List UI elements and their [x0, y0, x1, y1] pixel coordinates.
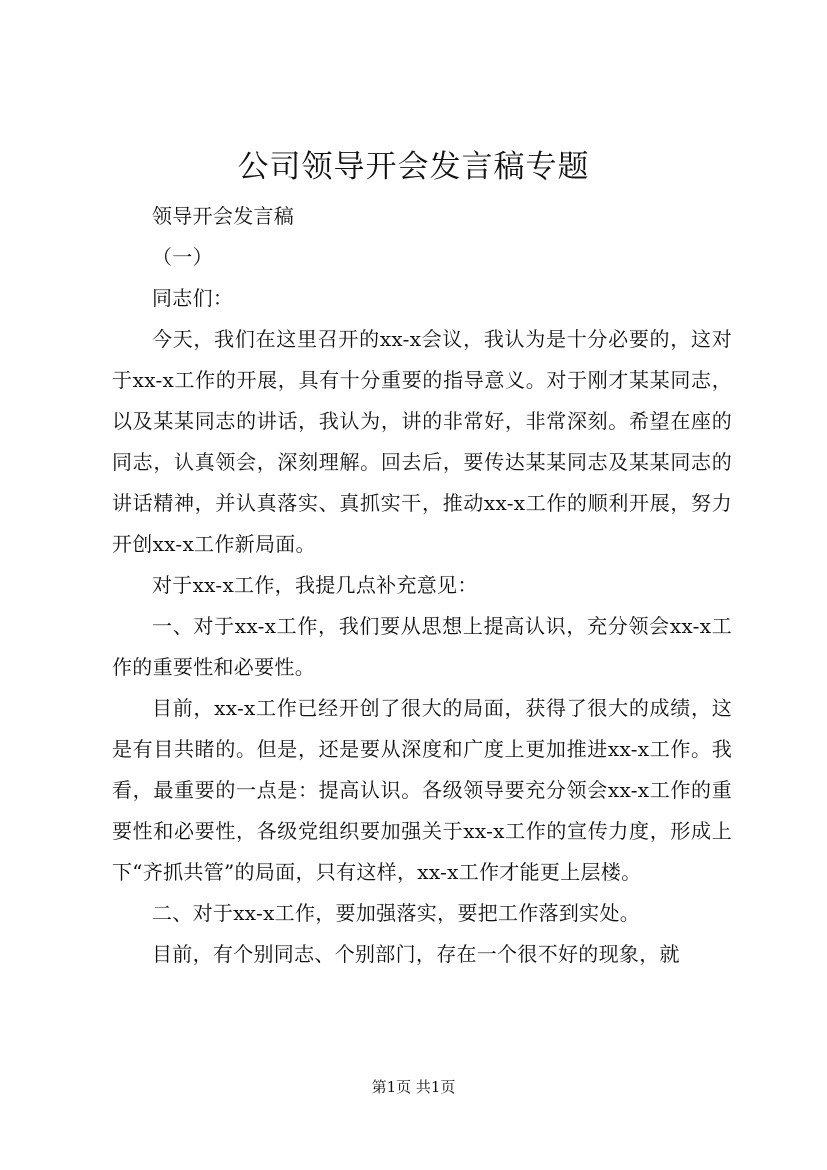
section-number-paragraph: （一） [152, 245, 213, 269]
salutation-paragraph: 同志们： [152, 286, 234, 310]
body-paragraph: 今天，我们在这里召开的xx-x会议，我认为是十分必要的，这对于xx-x工作的开展，具有十分重要的指导意义。对于刚才某某同志，以及某某同志的讲话，我认为，讲的非常好，非常深刻。希望在座的同志，认真领会，深刻理解。回去后，要传达某某同志及某某同志的讲话精神，并认真落实、真抓实干，推动xx-x工作的顺利开展，努力开创xx-x工作新局面。 [112, 327, 732, 556]
document-title: 公司领导开会发言稿专题 [237, 149, 590, 185]
point-heading-paragraph: 二、对于xx-x工作，要加强落实，要把工作落到实处。 [152, 901, 641, 925]
body-paragraph: 目前，xx-x工作已经开创了很大的局面，获得了很大的成绩，这是有目共睹的。但是，还是要从深度和广度上更加推进xx-x工作。我看，最重要的一点是：提高认识。各级领导要充分领会xx-x工作的重要性和必要性，各级党组织要加强关于xx-x工作的宣传力度，形成上下“齐抓共管”的局面，只有这样，xx-x工作才能更上层楼。 [112, 696, 732, 884]
subtitle-paragraph: 领导开会发言稿 [152, 204, 295, 228]
point-heading-paragraph: 一、对于xx-x工作，我们要从思想上提高认识，充分领会xx-x工作的重要性和必要性。 [112, 614, 732, 679]
body-paragraph: 目前，有个别同志、个别部门，存在一个很不好的现象，就 [152, 942, 680, 966]
page-number-footer: 第1页 共1页 [371, 1078, 456, 1096]
document-body [112, 196, 732, 975]
body-paragraph: 对于xx-x工作，我提几点补充意见： [152, 573, 478, 597]
